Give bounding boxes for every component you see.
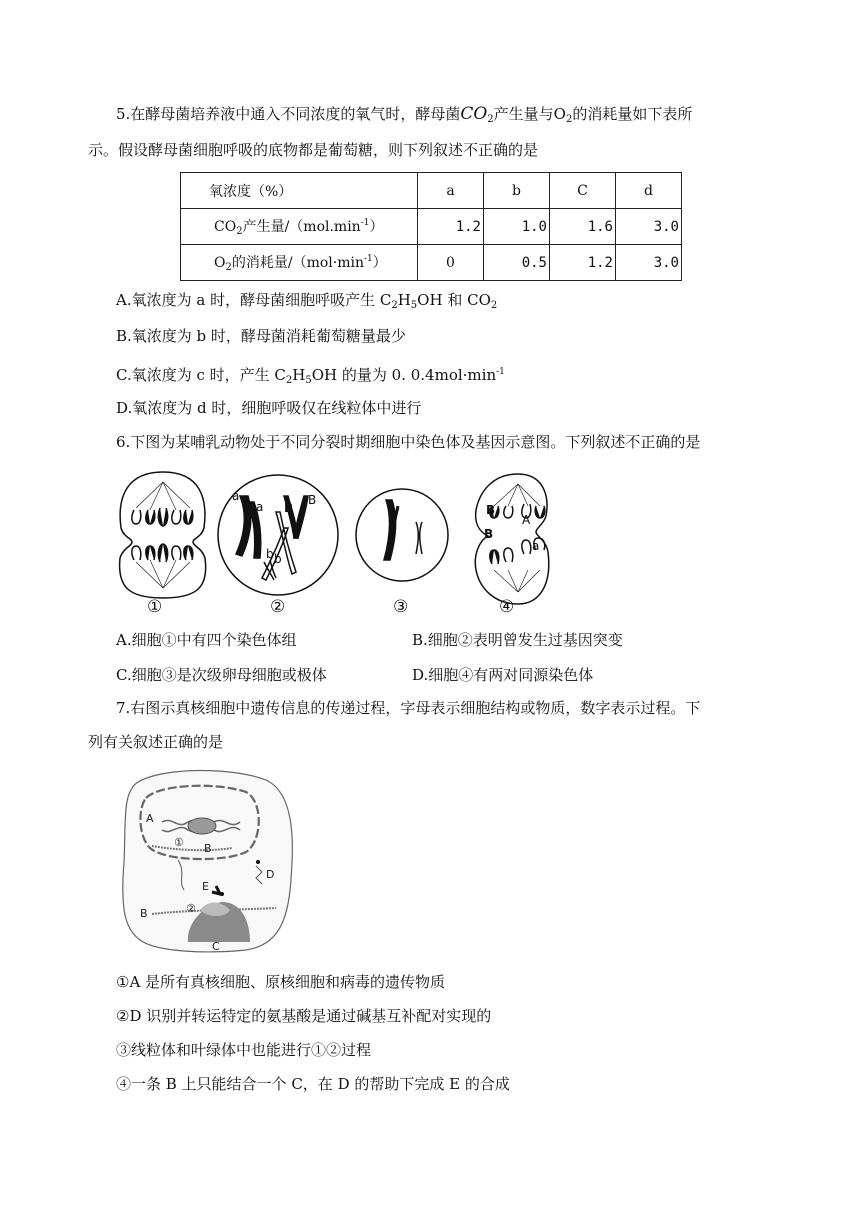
q5-stem-text-a: 5.在酵母菌培养液中通入不同浓度的氧气时，酵母菌 <box>116 105 461 123</box>
opt-text: A.氧浓度为 a 时，酵母菌细胞呼吸产生 C <box>116 291 392 309</box>
gene-label: B <box>484 527 494 541</box>
gene-label: b <box>266 547 274 561</box>
table-col-a: a <box>418 173 484 209</box>
table-header-label: 氧浓度（%） <box>181 173 418 209</box>
table-row-co2 <box>181 209 682 245</box>
table-cell: 1.2 <box>418 209 484 245</box>
fig-label-process-1: ① <box>174 836 184 849</box>
fig-label-B-upper: B <box>204 842 212 855</box>
q7-statement-4: ④一条 B 上只能结合一个 C，在 D 的帮助下完成 E 的合成 <box>116 1075 510 1093</box>
opt-sub: 2 <box>285 375 293 386</box>
q7-stem-line1: 7.右图示真核细胞中遗传信息的传递过程，字母表示细胞结构或物质，数字表示过程。下 <box>116 699 701 717</box>
q5-stem-text-b: 产生量与O <box>493 105 566 123</box>
fig-label-E: E <box>202 880 209 893</box>
o2-label-unit: 的消耗量/（mol·min <box>231 255 364 271</box>
co2-label-text: CO <box>214 219 237 235</box>
table-cell: 1.0 <box>484 209 550 245</box>
table-cell: 0 <box>418 245 484 281</box>
q5-option-c <box>116 362 505 391</box>
fig-label-A: A <box>146 812 154 825</box>
cell-label-4: ④ <box>499 597 515 617</box>
opt-sub: 5 <box>410 300 418 311</box>
opt-sub: 2 <box>490 300 498 311</box>
o2-label-text: O <box>214 255 226 271</box>
table-row-label-o2 <box>181 245 418 281</box>
q5-stem-text-c: 的消耗量如下表所 <box>572 105 693 123</box>
o2-label-sub: 2 <box>225 262 232 273</box>
co2-label-unit: 产生量/（mol.min <box>242 219 361 235</box>
opt-text: OH 的量为 0. 0.4mol·min <box>311 366 497 384</box>
gene-label: B <box>308 493 317 507</box>
co2-label-sup: -1 <box>360 218 370 228</box>
q5-co2-sub: 2 <box>487 114 494 125</box>
gene-label: a <box>256 500 264 514</box>
q6-option-b: B.细胞②表明曾发生过基因突变 <box>412 631 623 649</box>
co2-label-close: ） <box>369 219 384 235</box>
q5-o2-sub: 2 <box>565 114 573 125</box>
opt-text: OH 和 CO <box>417 291 491 309</box>
q5-stem-line1 <box>116 104 692 130</box>
table-row-o2 <box>181 245 682 281</box>
q7-statement-3: ③线粒体和叶绿体中也能进行①②过程 <box>116 1041 372 1059</box>
cell-label-1: ① <box>147 597 163 617</box>
table-cell: 3.0 <box>616 209 682 245</box>
q5-co2-symbol: CO <box>460 104 488 124</box>
q5-stem-line2: 示。假设酵母菌细胞呼吸的底物都是葡萄糖，则下列叙述不正确的是 <box>88 141 539 159</box>
gene-label: a <box>232 489 240 503</box>
q7-statement-2: ②D 识别并转运特定的氨基酸是通过碱基互补配对实现的 <box>116 1007 492 1025</box>
q6-option-d: D.细胞④有两对同源染色体 <box>412 666 594 684</box>
q7-stem-line2: 列有关叙述正确的是 <box>88 733 224 751</box>
q5-option-d: D.氧浓度为 d 时，细胞呼吸仅在线粒体中进行 <box>116 399 422 417</box>
cell-division-figure <box>108 466 558 622</box>
cell-label-3: ③ <box>393 597 409 617</box>
q6-stem: 6.下图为某哺乳动物处于不同分裂时期细胞中染色体及基因示意图。下列叙述不正确的是 <box>116 433 701 451</box>
q5-data-table <box>180 172 682 281</box>
table-cell: 1.6 <box>550 209 616 245</box>
o2-label-close: ） <box>372 255 387 271</box>
table-col-b: b <box>484 173 550 209</box>
cell-3-diagram <box>356 489 448 581</box>
o2-label-sup: -1 <box>363 254 373 264</box>
gene-label: a <box>532 539 540 553</box>
table-col-d: d <box>616 173 682 209</box>
table-cell: 1.2 <box>550 245 616 281</box>
opt-sub: 5 <box>305 375 312 386</box>
gene-label: b <box>274 552 282 566</box>
opt-sup: -1 <box>496 367 505 377</box>
opt-text: H <box>292 366 306 384</box>
q7-statement-1: ①A 是所有真核细胞、原核细胞和病毒的遗传物质 <box>116 973 446 991</box>
fig-label-D: D <box>266 868 275 881</box>
fig-label-B-lower: B <box>140 907 148 920</box>
table-row-header <box>181 173 682 209</box>
table-col-c: C <box>550 173 616 209</box>
table-cell: 0.5 <box>484 245 550 281</box>
opt-text: H <box>397 291 411 309</box>
gene-label: A <box>522 513 531 527</box>
cell-1-diagram <box>120 472 206 598</box>
cell-label-2: ② <box>270 597 286 617</box>
table-cell: 3.0 <box>616 245 682 281</box>
opt-text: C.氧浓度为 c 时，产生 C <box>116 366 286 384</box>
fig-label-process-2: ② <box>186 902 196 915</box>
q6-option-c: C.细胞③是次级卵母细胞或极体 <box>116 666 327 684</box>
gene-label: B <box>486 503 496 517</box>
gene-expression-figure <box>116 762 296 954</box>
gene-label: B <box>284 501 294 515</box>
co2-label-sub: 2 <box>236 226 243 237</box>
q5-option-a <box>116 290 497 316</box>
table-row-label-co2 <box>181 209 418 245</box>
q6-option-a: A.细胞①中有四个染色体组 <box>116 631 297 649</box>
opt-sub: 2 <box>391 300 398 311</box>
fig-label-C: C <box>212 940 220 953</box>
q5-option-b: B.氧浓度为 b 时，酵母菌消耗葡萄糖量最少 <box>116 327 406 345</box>
